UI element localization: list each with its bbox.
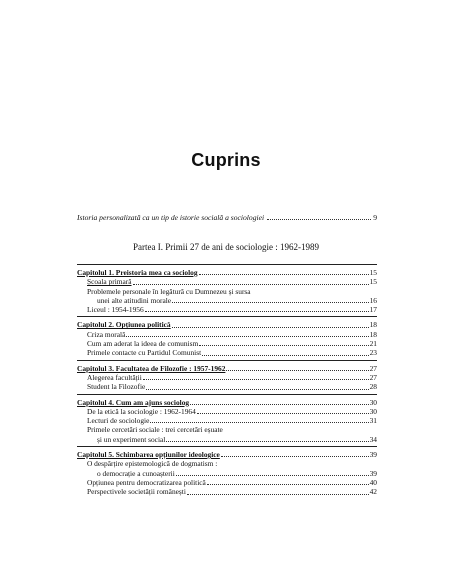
entry-page: 18 bbox=[369, 329, 377, 339]
dot-leader bbox=[207, 483, 369, 485]
toc-entry bbox=[77, 305, 377, 314]
intro-text: Istoria personalizată ca un tip de istorie socială a sociologiei bbox=[77, 213, 265, 222]
dot-leader bbox=[199, 273, 369, 275]
entry-text: Școala primară bbox=[87, 277, 132, 287]
toc-entry bbox=[77, 478, 377, 487]
entry-page: 34 bbox=[369, 434, 377, 444]
entry-page: 21 bbox=[369, 339, 377, 349]
entry-text: Problemele personale în legătură cu Dumnezeu și sursa bbox=[87, 286, 251, 296]
entry-page: 28 bbox=[369, 382, 377, 392]
toc-entry bbox=[77, 459, 377, 468]
entry-text: Primele contacte cu Partidul Comunist bbox=[87, 348, 202, 358]
dot-leader bbox=[166, 440, 368, 442]
entry-text: Liceul : 1954-1956 bbox=[87, 305, 144, 315]
dot-leader bbox=[202, 354, 368, 356]
table-of-contents bbox=[77, 264, 377, 497]
chapter-heading bbox=[77, 264, 377, 277]
entry-text: Cum am aderat la ideea de comunism bbox=[87, 339, 199, 349]
entry-page: 15 bbox=[369, 277, 377, 287]
toc-entry bbox=[77, 382, 377, 391]
chapter-heading bbox=[77, 394, 377, 407]
entry-text: O despărțire epistemologică de dogmatism : bbox=[87, 459, 218, 469]
entry-page: 42 bbox=[369, 487, 377, 497]
toc-entry bbox=[77, 348, 377, 357]
chapter-page: 39 bbox=[369, 450, 377, 460]
entry-page: 30 bbox=[369, 406, 377, 416]
entry-page: 16 bbox=[369, 295, 377, 305]
entry-text: și un experiment social bbox=[97, 434, 166, 444]
chapter-page: 18 bbox=[369, 320, 377, 330]
toc-entry-continuation bbox=[77, 435, 377, 444]
dot-leader bbox=[267, 218, 371, 220]
dot-leader bbox=[146, 388, 368, 390]
chapter-title: Capitolul 4. Cum am ajuns sociolog bbox=[77, 397, 190, 407]
intro-entry bbox=[77, 213, 377, 222]
dot-leader bbox=[172, 301, 369, 303]
chapter-title: Capitolul 5. Schimbarea opțiunilor ideologice bbox=[77, 450, 220, 460]
chapter-title: Capitolul 1. Preistoria mea ca sociolog bbox=[77, 268, 198, 277]
entry-text: Alegerea facultății bbox=[87, 372, 142, 382]
chapter-title: Capitolul 2. Opțiunea politică bbox=[77, 320, 171, 330]
toc-entry bbox=[77, 287, 377, 296]
toc-entry-continuation bbox=[77, 469, 377, 478]
toc-entry bbox=[77, 330, 377, 339]
part-heading: Partea I. Primii 27 de ani de sociologie : 1962-1989 bbox=[133, 242, 319, 252]
toc-entry bbox=[77, 416, 377, 425]
toc-entry bbox=[77, 487, 377, 496]
toc-entry bbox=[77, 373, 377, 382]
entry-page: 27 bbox=[369, 372, 377, 382]
chapter-heading bbox=[77, 360, 377, 373]
dot-leader bbox=[190, 403, 369, 405]
dot-leader bbox=[176, 474, 369, 476]
dot-leader bbox=[133, 283, 369, 285]
dot-leader bbox=[143, 378, 369, 380]
entry-text: Perspectivele societății românești bbox=[87, 487, 186, 497]
chapter-heading bbox=[77, 446, 377, 459]
entry-text: o democrație a cunoașterii bbox=[97, 468, 175, 478]
entry-page: 23 bbox=[369, 348, 377, 358]
dot-leader bbox=[150, 421, 368, 423]
entry-text: Student la Filozofie bbox=[87, 382, 146, 392]
entry-page: 17 bbox=[369, 305, 377, 315]
entry-text: unei alte atitudini morale bbox=[97, 295, 172, 305]
dot-leader bbox=[126, 335, 368, 337]
toc-entry bbox=[77, 277, 377, 286]
entry-text: Criza morală bbox=[87, 329, 126, 339]
dot-leader bbox=[145, 310, 369, 312]
chapter-page: 15 bbox=[369, 268, 377, 277]
dot-leader bbox=[221, 455, 369, 457]
chapter-page: 30 bbox=[369, 397, 377, 407]
entry-text: De la etică la sociologie : 1962-1964 bbox=[87, 406, 196, 416]
chapter-title: Capitolul 3. Facultatea de Filozofie : 1957-1962 bbox=[77, 363, 226, 373]
chapter-heading bbox=[77, 316, 377, 329]
dot-leader bbox=[226, 369, 368, 371]
toc-entry bbox=[77, 339, 377, 348]
entry-page: 39 bbox=[369, 468, 377, 478]
toc-entry bbox=[77, 407, 377, 416]
entry-text: Lecturi de sociologie bbox=[87, 416, 150, 426]
toc-entry-continuation bbox=[77, 296, 377, 305]
dot-leader bbox=[187, 493, 369, 495]
toc-entry bbox=[77, 425, 377, 434]
intro-page: 9 bbox=[373, 213, 377, 222]
dot-leader bbox=[172, 326, 369, 328]
entry-text: Opțiunea pentru democratizarea politică bbox=[87, 477, 206, 487]
entry-text: Primele cercetări sociale : trei cercetări eșuate bbox=[87, 425, 223, 435]
page-title: Cuprins bbox=[191, 150, 261, 170]
entry-page: 40 bbox=[369, 477, 377, 487]
dot-leader bbox=[197, 412, 369, 414]
chapter-page: 27 bbox=[369, 363, 377, 373]
dot-leader bbox=[199, 344, 368, 346]
entry-page: 31 bbox=[369, 416, 377, 426]
